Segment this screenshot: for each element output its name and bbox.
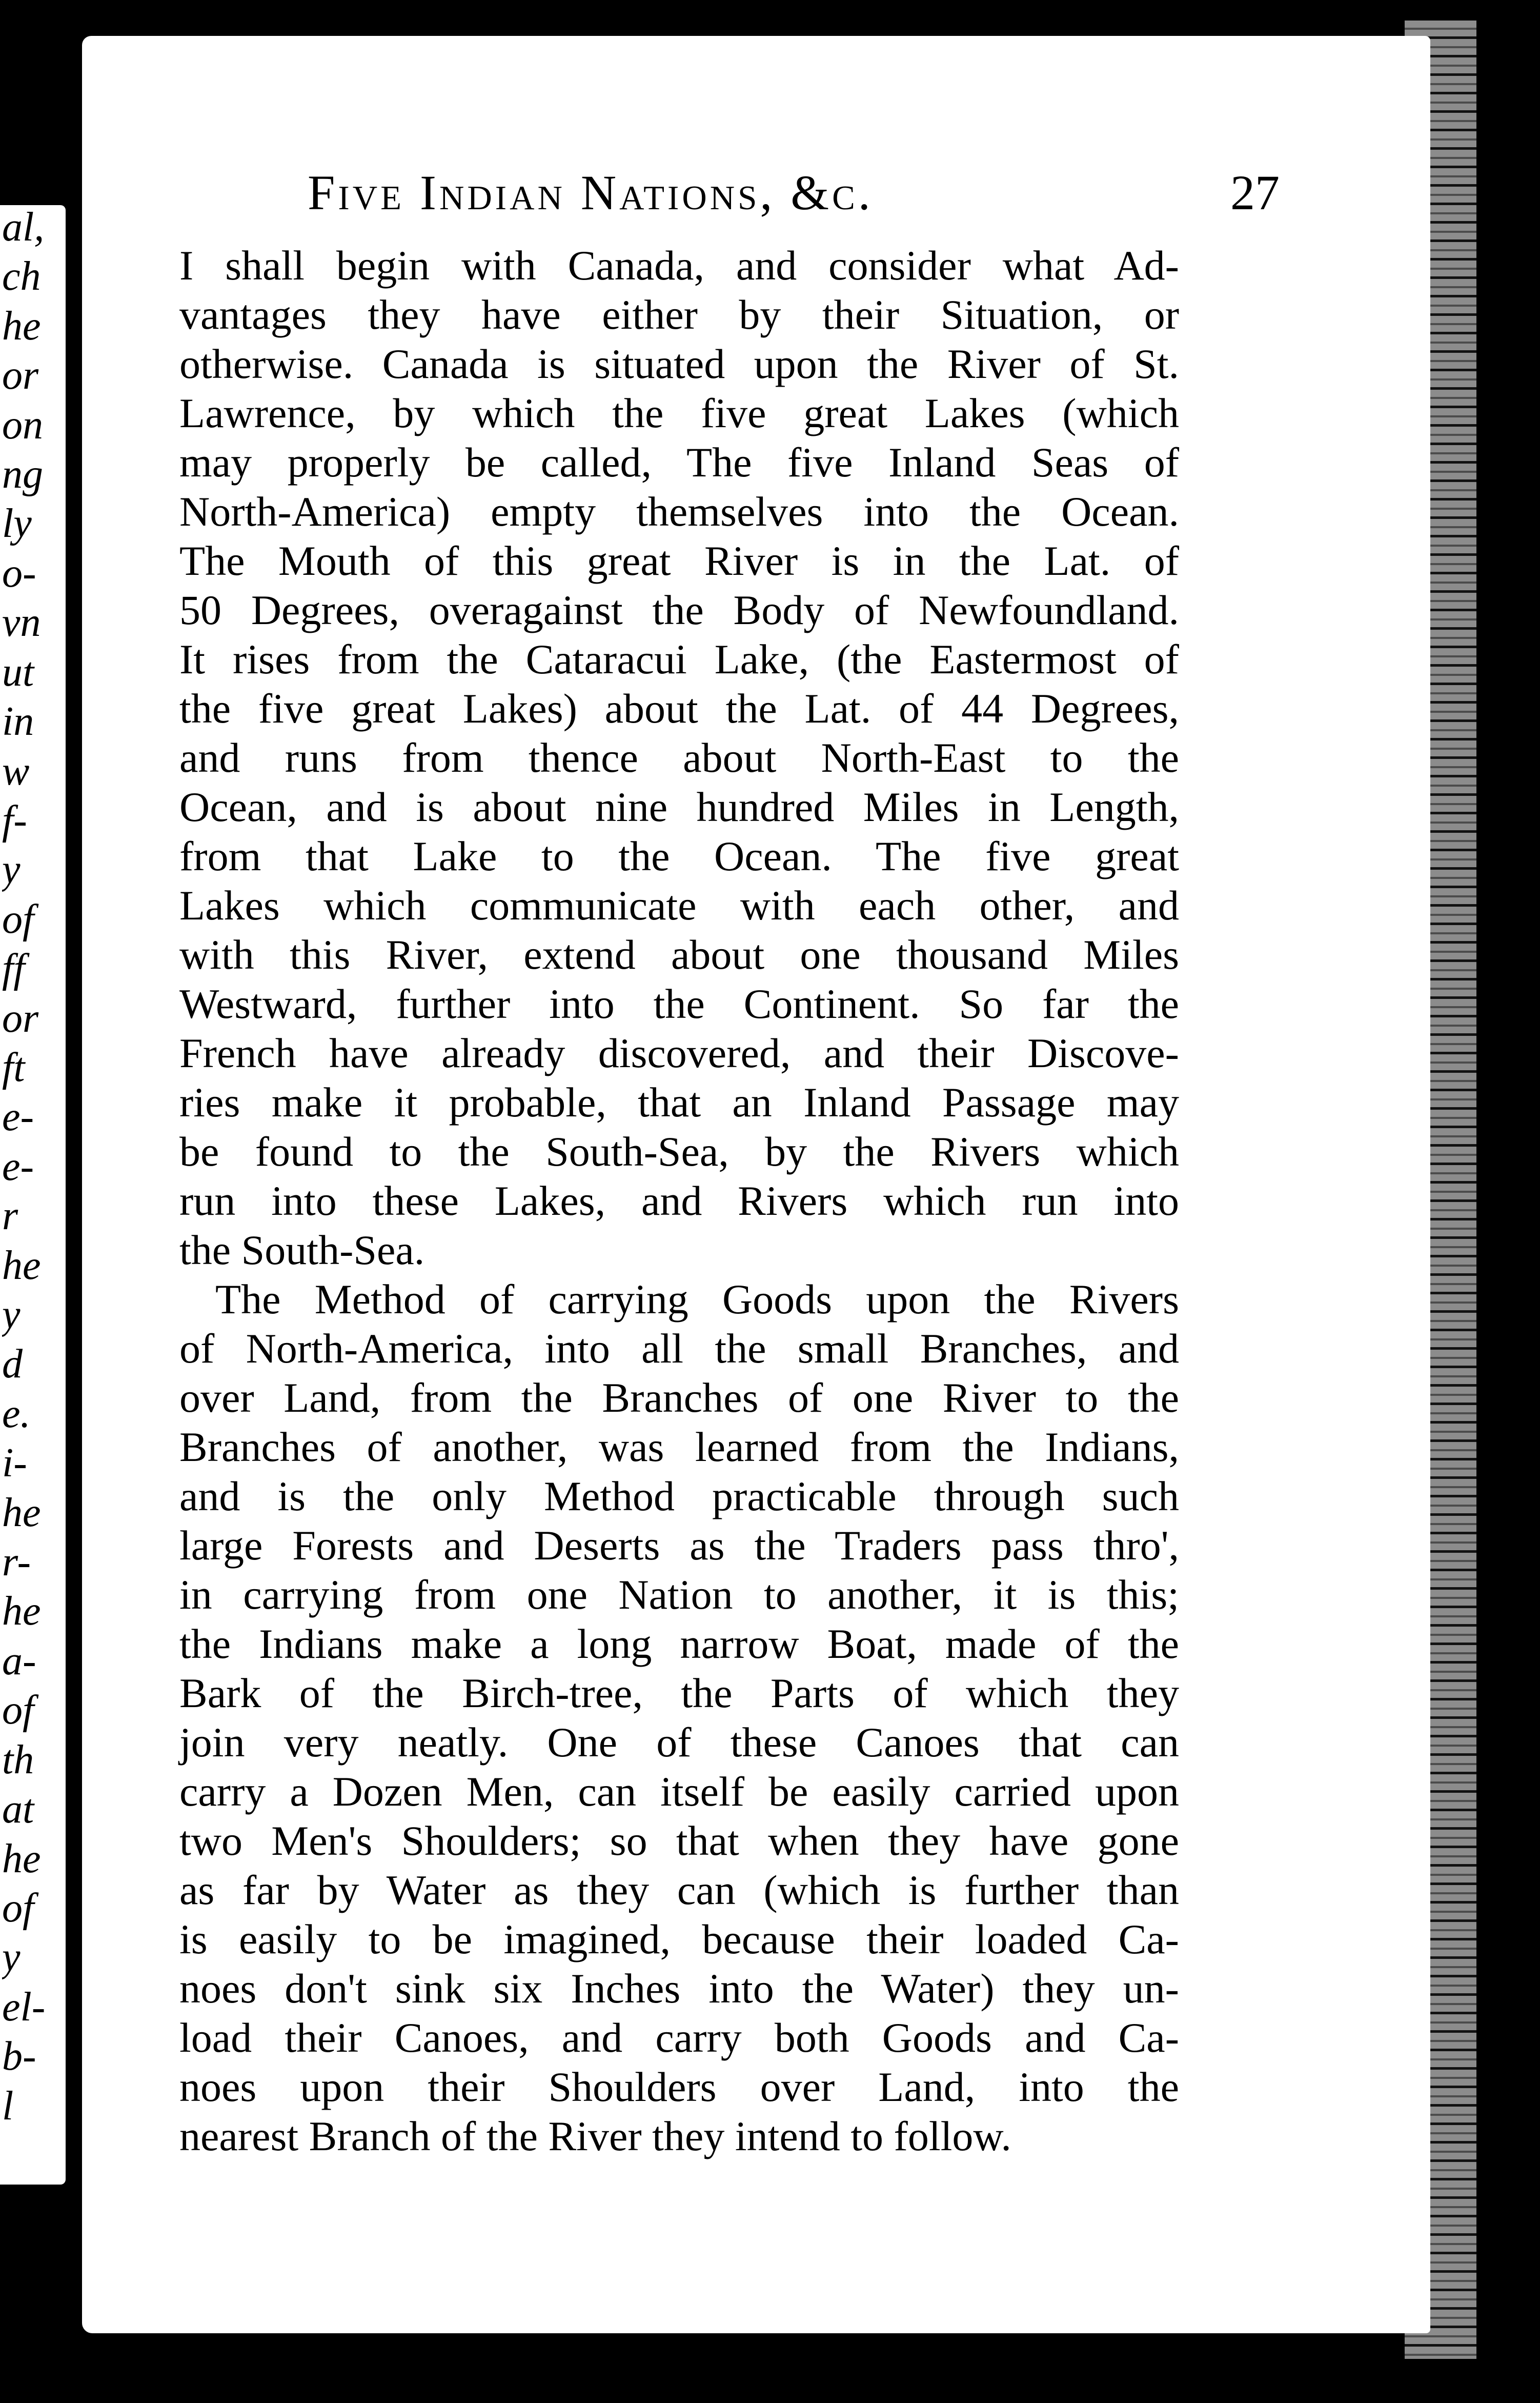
- text-line: is easily to be imagined, because their loaded Ca-: [179, 1916, 1179, 1963]
- facing-page-fragment: el-: [2, 1985, 46, 2029]
- facing-page-fragment: y: [2, 848, 21, 892]
- facing-page-fragment: ng: [2, 452, 43, 496]
- facing-page-fragment: of: [2, 897, 34, 942]
- facing-page-fragment: e-: [2, 1095, 34, 1139]
- facing-page-fragment: he: [2, 304, 41, 348]
- facing-page-fragment: y: [2, 1293, 21, 1337]
- text-line: The Method of carrying Goods upon the Rivers: [215, 1276, 1179, 1323]
- text-line: with this River, extend about one thousand Miles: [179, 931, 1179, 978]
- text-line: the Indians make a long narrow Boat, made of the: [179, 1620, 1179, 1667]
- text-line: and is the only Method practicable through such: [179, 1473, 1179, 1519]
- facing-page-fragment: r-: [2, 1540, 31, 1584]
- facing-page-fragment: of: [2, 1886, 34, 1930]
- text-line: nearest Branch of the River they intend to follow.: [179, 2113, 1011, 2159]
- text-line: two Men's Shoulders; so that when they have gone: [179, 1817, 1179, 1864]
- text-line: as far by Water as they can (which is further than: [179, 1867, 1179, 1913]
- facing-page-fragment: he: [2, 1244, 41, 1288]
- text-line: Branches of another, was learned from the Indians,: [179, 1424, 1179, 1470]
- facing-page-fragment: ch: [2, 254, 41, 298]
- facing-page-fragment: y: [2, 1935, 21, 1979]
- text-line: of North-America, into all the small Branches, and: [179, 1325, 1179, 1372]
- facing-page-fragment: he: [2, 1491, 41, 1535]
- text-line: 50 Degrees, overagainst the Body of Newfoundland.: [179, 587, 1179, 633]
- facing-page-fragment: e-: [2, 1145, 34, 1189]
- facing-page-fragment: e.: [2, 1392, 31, 1436]
- text-line: vantages they have either by their Situation, or: [179, 291, 1179, 338]
- facing-page-fragment: w: [2, 749, 30, 793]
- facing-page-fragment: l: [2, 2084, 14, 2128]
- catchword: Thus,: [874, 2355, 969, 2401]
- text-line: North-America) empty themselves into the Ocean.: [179, 488, 1179, 535]
- facing-page-fragment: ut: [2, 650, 34, 694]
- text-line: carry a Dozen Men, can itself be easily carried upon: [179, 1768, 1179, 1815]
- facing-page-fragment: r: [2, 1194, 18, 1238]
- text-line: noes don't sink six Inches into the Water) they un-: [179, 1965, 1179, 2012]
- book-page: [82, 36, 1430, 2333]
- facing-page-fragment: he: [2, 1837, 41, 1881]
- text-line: I shall begin with Canada, and consider what Ad-: [179, 242, 1179, 289]
- facing-page-fragment: f-: [2, 798, 27, 843]
- facing-page-fragment: vn: [2, 600, 41, 645]
- text-line: the five great Lakes) about the Lat. of 44 Degrees,: [179, 685, 1179, 732]
- text-line: French have already discovered, and their Discove-: [179, 1030, 1179, 1076]
- facing-page-fragment: o-: [2, 551, 36, 595]
- text-line: ries make it probable, that an Inland Passage may: [179, 1079, 1179, 1126]
- facing-page-fragment: or: [2, 353, 39, 397]
- text-line: Lakes which communicate with each other, and: [179, 882, 1179, 929]
- facing-page-fragment: i-: [2, 1441, 27, 1485]
- facing-page-fragment: of: [2, 1688, 34, 1732]
- text-line: and runs from thence about North-East to the: [179, 734, 1179, 781]
- page-number: 27: [1230, 165, 1280, 220]
- text-line: from that Lake to the Ocean. The five great: [179, 833, 1179, 879]
- text-line: load their Canoes, and carry both Goods and Ca-: [179, 2014, 1179, 2061]
- text-line: noes upon their Shoulders over Land, into the: [179, 2064, 1179, 2110]
- page-header: [308, 164, 1280, 236]
- text-line: the South-Sea.: [179, 1227, 425, 1273]
- facing-page-fragment: or: [2, 996, 39, 1040]
- text-line: Westward, further into the Continent. So far the: [179, 980, 1179, 1027]
- facing-page-fragment: in: [2, 699, 34, 744]
- facing-page-fragment: al,: [2, 205, 45, 249]
- facing-page-fragment: a-: [2, 1639, 36, 1683]
- facing-page-fragment: ft: [2, 1046, 25, 1090]
- text-line: It rises from the Cataracui Lake, (the Eastermost of: [179, 636, 1179, 683]
- facing-page-fragment: he: [2, 1589, 41, 1633]
- text-line: run into these Lakes, and Rivers which run into: [179, 1177, 1179, 1224]
- text-line: Lawrence, by which the five great Lakes (which: [179, 390, 1179, 436]
- running-title: Five Indian Nations, &c.: [308, 165, 874, 220]
- text-line: be found to the South-Sea, by the Rivers which: [179, 1128, 1179, 1175]
- facing-page-fragment: ff: [2, 947, 25, 991]
- facing-page-fragment: th: [2, 1738, 34, 1782]
- text-line: over Land, from the Branches of one River to the: [179, 1374, 1179, 1421]
- text-line: large Forests and Deserts as the Traders pass thro',: [179, 1522, 1179, 1569]
- text-line: in carrying from one Nation to another, it is this;: [179, 1571, 1179, 1618]
- text-line: Ocean, and is about nine hundred Miles in Length,: [179, 784, 1179, 830]
- facing-page-fragment: on: [2, 403, 43, 447]
- text-line: join very neatly. One of these Canoes that can: [179, 1719, 1179, 1766]
- text-line: The Mouth of this great River is in the Lat. of: [179, 537, 1179, 584]
- facing-page-strip: [0, 205, 66, 2185]
- text-line: Bark of the Birch-tree, the Parts of which they: [179, 1670, 1179, 1716]
- facing-page-fragment: at: [2, 1787, 34, 1831]
- text-line: may properly be called, The five Inland Seas of: [179, 439, 1179, 486]
- facing-page-fragment: b-: [2, 2034, 36, 2078]
- text-line: otherwise. Canada is situated upon the River of St.: [179, 341, 1179, 387]
- facing-page-fragment: ly: [2, 502, 32, 546]
- facing-page-fragment: d: [2, 1342, 23, 1386]
